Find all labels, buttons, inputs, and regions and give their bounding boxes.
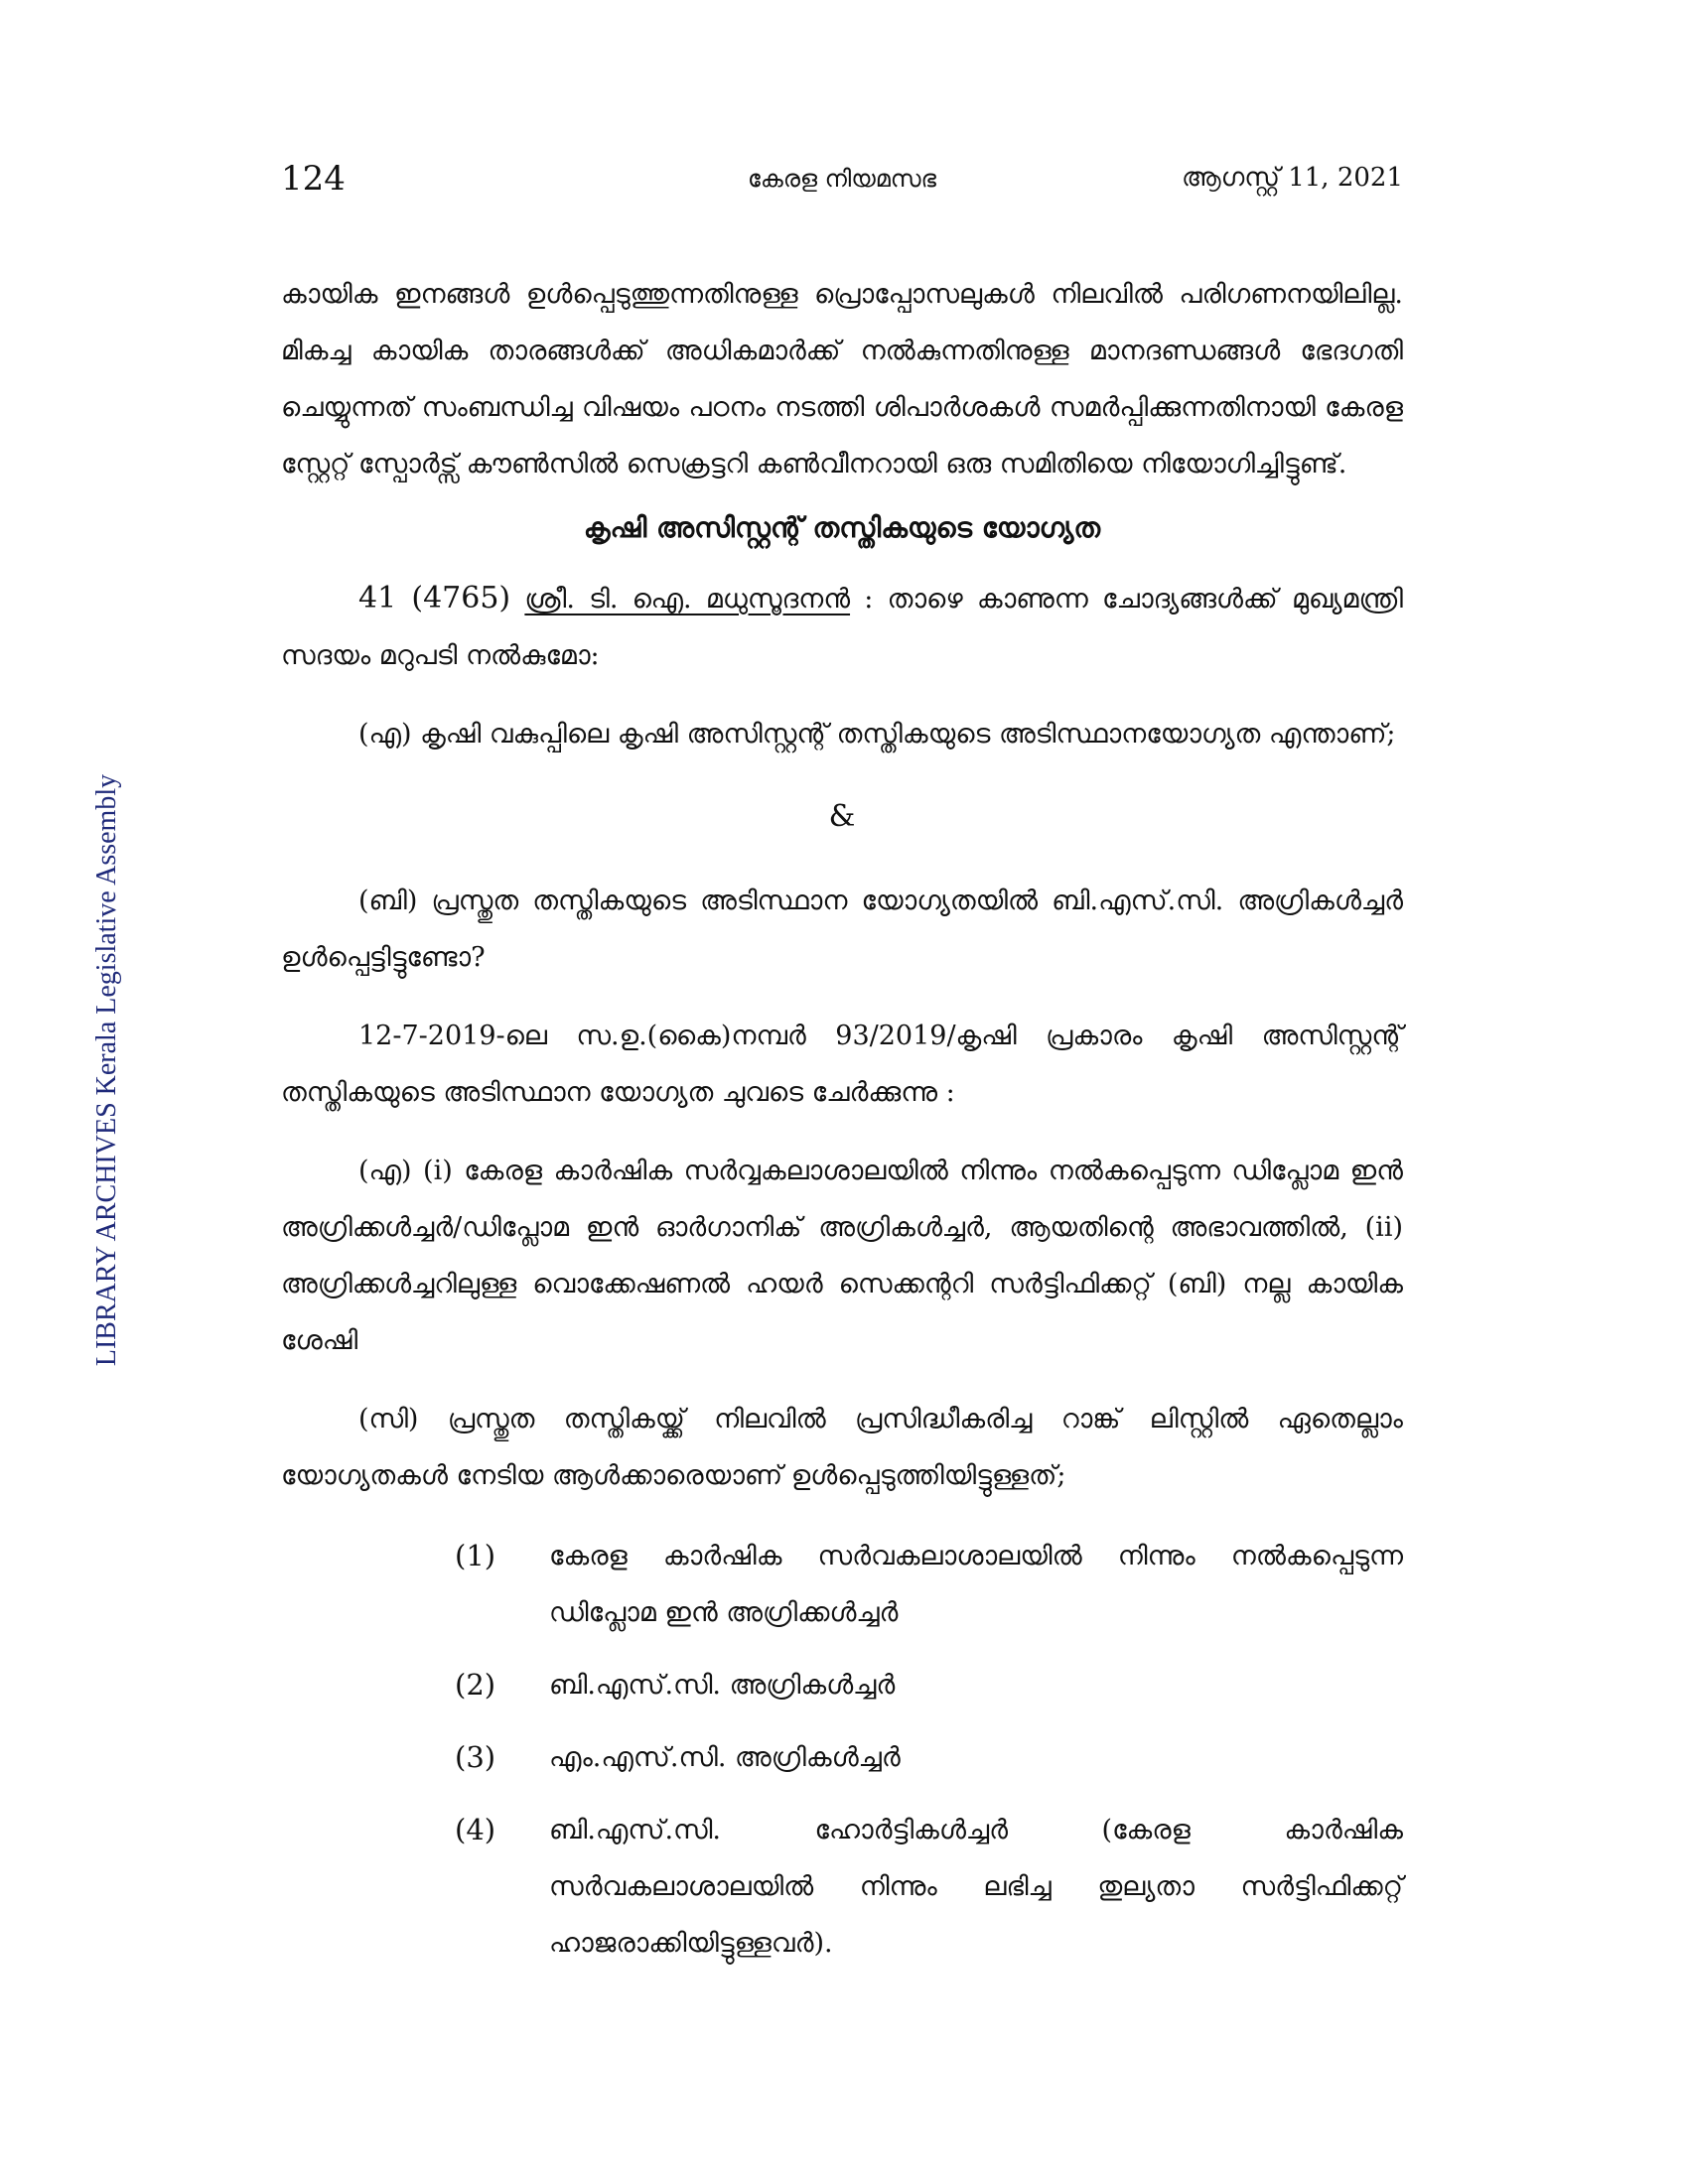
list-item-number: (4) [455, 1813, 496, 1846]
running-title: കേരള നിയമസഭ [747, 165, 937, 193]
list-item-text: ബി.എസ്.സി. അഗ്രികൾച്ചർ [549, 1670, 896, 1701]
answer-intro: 12-7-2019-ലെ സ.ഉ.(കൈ)നമ്പർ 93/2019/കൃഷി പ്രകാരം കൃഷി അസിസ്റ്റന്റ് തസ്തികയുടെ അടിസ്ഥാന യോഗ്യത ചുവടെ ചേർക്കുന്നു : [281, 1021, 1403, 1108]
page-header [281, 159, 1403, 208]
question-number: 41 (4765) [358, 581, 511, 615]
qualification-list [455, 1528, 1403, 1972]
answer-a: (എ) (i) കേരള കാർഷിക സർവ്വകലാശാലയിൽ നിന്നും നൽകപ്പെടുന്ന ഡിപ്ലോമ ഇൻ അഗ്രിക്കൾച്ചർ/ഡിപ്ലോമ ഇൻ ഓർഗാനിക് അഗ്രികൾച്ചർ, ആയതിന്റെ അഭാവത്തിൽ, (ii) അഗ്രിക്കൾച്ചറിലുള്ള വൊക്കേഷണൽ ഹയർ സെക്കന്ററി സർട്ടിഫിക്കറ്റ് (ബി) നല്ല കായിക ശേഷി [281, 1156, 1403, 1356]
section-heading: കൃഷി അസിസ്റ്റന്റ് തസ്തികയുടെ യോഗ്യത [583, 511, 1101, 544]
page-body [281, 266, 1403, 1987]
archive-watermark: LIBRARY ARCHIVES Kerala Legislative Assembly [91, 773, 122, 1367]
list-item-number: (1) [455, 1539, 496, 1572]
answer-c: (സി) പ്രസ്തുത തസ്തികയ്ക്ക് നിലവിൽ പ്രസിദ്ധീകരിച്ച റാങ്ക് ലിസ്റ്റിൽ ഏതെല്ലാം യോഗ്യതകൾ നേടിയ ആൾക്കാരെയാണ് ഉൾപ്പെടുത്തിയിട്ടുള്ളത്; [281, 1404, 1403, 1491]
ampersand: & [828, 799, 856, 834]
list-item [455, 1528, 1403, 1641]
question-intro: : താഴെ കാണുന്ന ചോദ്യങ്ങൾക്ക് മുഖ്യമന്ത്രി സദയം മറുപടി നൽകുമോ: [281, 584, 1403, 671]
list-item [455, 1802, 1403, 1972]
list-item-number: (3) [455, 1740, 496, 1774]
list-item-number: (2) [455, 1668, 496, 1702]
question-b: (ബി) പ്രസ്തുത തസ്തികയുടെ അടിസ്ഥാന യോഗ്യതയിൽ ബി.എസ്.സി. അഗ്രികൾച്ചർ ഉൾപ്പെട്ടിട്ടുണ്ടോ? [281, 886, 1403, 973]
question-paragraph [281, 570, 1403, 684]
list-item [455, 1657, 1403, 1713]
intro-paragraph: കായിക ഇനങ്ങൾ ഉൾപ്പെടുത്തുന്നതിനുള്ള പ്രൊപ്പോസലുകൾ നിലവിൽ പരിഗണനയിലില്ല. മികച്ച കായിക താരങ്ങൾക്ക് അധികമാർക്ക് നൽകുന്നതിനുള്ള മാനദണ്ഡങ്ങൾ ഭേദഗതി ചെയ്യുന്നത് സംബന്ധിച്ച വിഷയം പഠനം നടത്തി ശിപാർശകൾ സമർപ്പിക്കുന്നതിനായി കേരള സ്റ്റേറ്റ് സ്പോർട്സ് കൗൺസിൽ സെക്രട്ടറി കൺവീനറായി ഒരു സമിതിയെ നിയോഗിച്ചിട്ടുണ്ട്. [281, 279, 1403, 479]
list-item-text: കേരള കാർഷിക സർവകലാശാലയിൽ നിന്നും നൽകപ്പെടുന്ന ഡിപ്ലോമ ഇൻ അഗ്രിക്കൾച്ചർ [549, 1541, 1403, 1628]
list-item-text: ബി.എസ്.സി. ഹോർട്ടികൾച്ചർ (കേരള കാർഷിക സർവകലാശാലയിൽ നിന്നും ലഭിച്ച തുല്യതാ സർട്ടിഫിക്കറ്റ് ഹാജരാക്കിയിട്ടുള്ളവർ). [549, 1815, 1403, 1959]
member-name: ശ്രീ. ടി. ഐ. മധുസൂദനൻ [524, 584, 851, 614]
page-number: 124 [281, 159, 346, 199]
list-item-text: എം.എസ്.സി. അഗ്രികൾച്ചർ [549, 1742, 901, 1773]
question-a: (എ) കൃഷി വകുപ്പിലെ കൃഷി അസിസ്റ്റന്റ് തസ്തികയുടെ അടിസ്ഥാനയോഗ്യത എന്താണ്; [358, 719, 1396, 750]
list-item [455, 1729, 1403, 1786]
header-date: ആഗസ്റ്റ് 11, 2021 [1182, 163, 1403, 193]
